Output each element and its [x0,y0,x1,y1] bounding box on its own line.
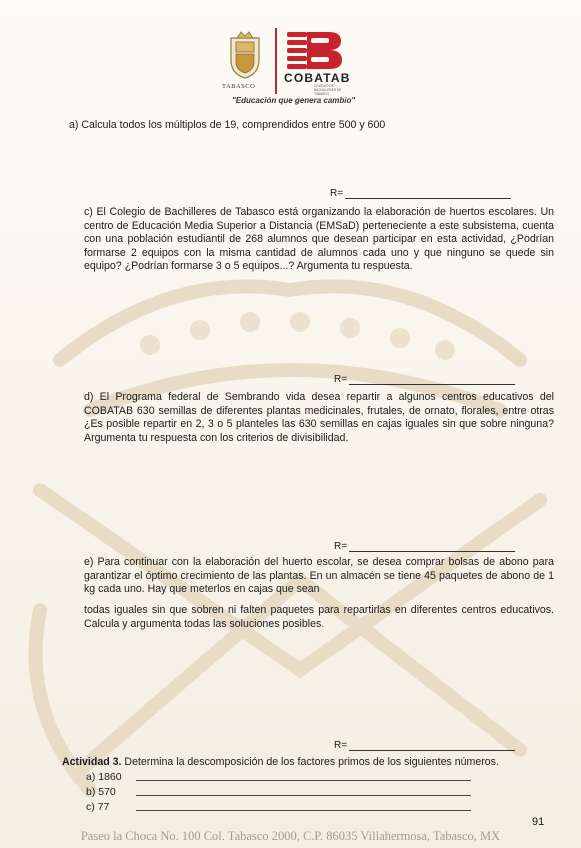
answer-line-e [334,740,515,751]
factor-label: c) 77 [86,801,110,813]
answer-label: R= [334,374,348,385]
activity3-instruction: Determina la descomposición de los factores primos de los siguientes números. [121,756,499,768]
header [0,0,581,110]
factor-label: b) 570 [86,786,116,798]
question-a: a) Calcula todos los múltiplos de 19, comprendidos entre 500 y 600 [69,119,386,131]
footer-address: Paseo la Choca No. 100 Col. Tabasco 2000, C.P. 86035 Villahermosa, Tabasco, MX [80,829,501,843]
factor-item-a [86,771,122,783]
tabasco-crest-icon [227,30,263,80]
cobatab-name: COBATAB [284,71,351,85]
answer-line-d [334,541,515,552]
factor-item-c [86,801,109,813]
motto: "Educación que genera cambio" [232,96,356,105]
cobatab-subtitle: COLEGIO DE BACHILLERES DE TABASCO [314,84,342,96]
answer-label: R= [334,740,348,751]
question-e-part2: todas iguales sin que sobren ni falten paquetes para repartirlas en diferentes centros educativos. Calcula y argumenta todas las soluciones posibles. [84,604,554,630]
answer-label: R= [330,188,344,199]
header-divider [275,28,277,94]
question-e-part1: e) Para continuar con la elaboración del huerto escolar, se desea comprar bolsas de abono para garantizar el óptimo crecimiento de las plantas. En un almacén se tiene 45 paquetes de abono de 1 kg cada uno. Hay que meterlos en cajas que sean [84,556,554,596]
page-number: 91 [532,816,545,828]
activity3-heading [62,756,552,770]
activity3-title: Actividad 3. [62,756,122,768]
question-d: d) El Programa federal de Sembrando vida desea repartir a algunos centros educativos del COBATAB 630 semillas de diferentes plantas medicinales, frutales, de ornato, florales, entre otras ¿Es posible repartir en 2, 3 o 5 planteles las 630 semillas en cajas iguales sin que sobre ninguna? Argumenta tu respuesta con los criterios de divisibilidad. [84,391,554,444]
factor-item-b [86,786,116,798]
watermark-crest-icon [0,250,581,810]
answer-line-a [330,188,511,199]
answer-line-c [334,374,515,385]
answer-label: R= [334,541,348,552]
cobatab-logo-icon [285,30,345,70]
state-name: TABASCO [222,83,256,90]
factor-label: a) 1860 [86,771,122,783]
question-c: c) El Colegio de Bachilleres de Tabasco está organizando la elaboración de huertos escolares. Un centro de Educación Media Superior a Distancia (EMSaD) perteneciente a este subsistema, cuenta con una población estudiantil de 268 alumnos que desean participar en esta actividad, ¿Podrían formarse 2 equipos con la misma cantidad de alumnos cada uno y que ninguno se quede sin equipo? ¿Podrían formarse 3 o 5 equipos...? Argumenta tu respuesta. [84,206,554,273]
